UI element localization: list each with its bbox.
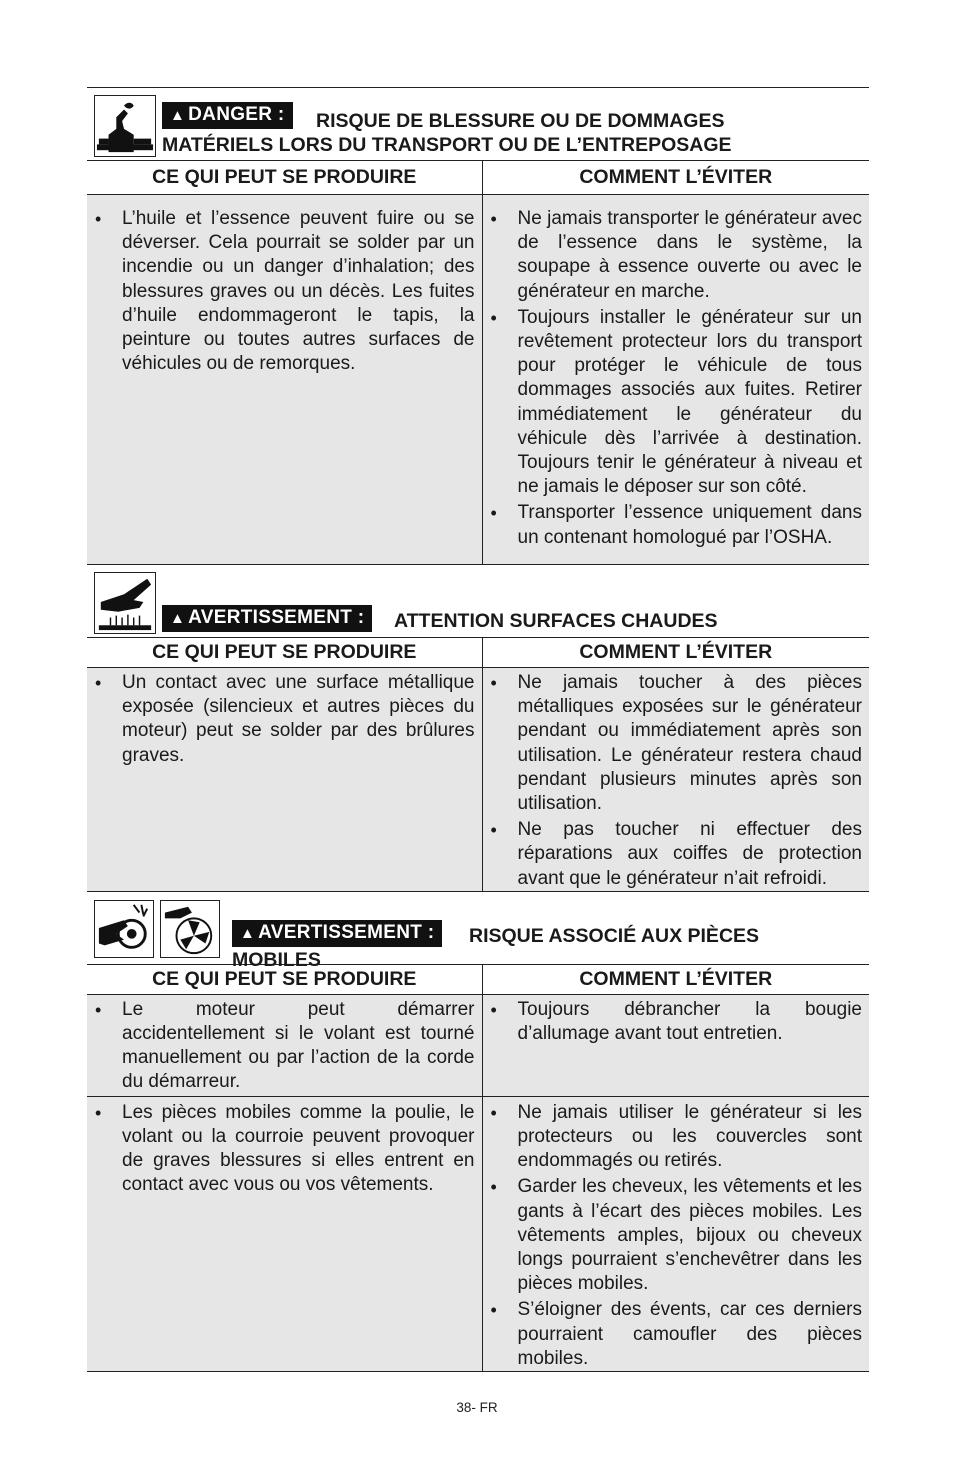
hand-crank-engine-icon (94, 95, 156, 157)
warning-hot-surfaces-section (87, 565, 869, 892)
hot-surface-hand-icon (94, 572, 156, 634)
hazard-cell (87, 994, 482, 1096)
table-row (87, 668, 869, 892)
prevention-cell (482, 195, 869, 565)
warning-moving-parts-section (87, 892, 869, 1372)
prevention-cell (482, 1096, 869, 1371)
hazard-table (87, 637, 869, 892)
table-row (87, 1096, 869, 1371)
section-title-line2: MOBILES (232, 948, 321, 971)
list-item: • Transporter l’essence uniquement dans un contenant homologué par l’OSHA. (483, 501, 870, 549)
fan-blade-hand-icon (160, 900, 220, 958)
list-item: • Ne jamais toucher à des pièces métalliques exposées sur le générateur pendant ou immédiatement après son utilisation. Le générateur restera chaud pendant plusieurs minutes après son utilisation. (483, 671, 870, 816)
list-item: • Le moteur peut démarrer accidentellement si le volant est tourné manuellement ou par l’action de la corde du démarreur. (87, 998, 482, 1095)
column-header-how-to-avoid: COMMENT L’ÉVITER (482, 638, 869, 668)
section-title-line1: ATTENTION SURFACES CHAUDES (394, 610, 718, 632)
section-header (87, 88, 869, 160)
column-header-what-can-happen: CE QUI PEUT SE PRODUIRE (87, 964, 482, 994)
danger-transport-section (87, 87, 869, 565)
column-header-what-can-happen: CE QUI PEUT SE PRODUIRE (87, 638, 482, 668)
prevention-cell (482, 668, 869, 892)
warning-triangle-icon: ▲ (170, 107, 186, 124)
prevention-cell (482, 994, 869, 1096)
list-item: • Ne jamais utiliser le générateur si les protecteurs ou les couvercles sont endommagés ou retirés. (483, 1101, 870, 1174)
list-item: • S’éloigner des évents, car ces derniers pourraient camoufler des pièces mobiles. (483, 1298, 870, 1371)
list-item: • Toujours installer le générateur sur un revêtement protecteur lors du transport pour protéger le véhicule de tous dommages associés aux fuites. Retirer immédiatement le générateur du véhicule dès l’arrivée à destination. Toujours tenir le générateur à niveau et ne jamais le déposer sur son côté. (483, 306, 870, 500)
section-title-line1: RISQUE DE BLESSURE OU DE DOMMAGES (316, 110, 725, 132)
column-header-how-to-avoid: COMMENT L’ÉVITER (482, 964, 869, 994)
warning-badge: ▲ AVERTISSEMENT : (232, 920, 442, 947)
hazard-cell (87, 1096, 482, 1371)
list-item: • L’huile et l’essence peuvent fuire ou se déverser. Cela pourrait se solder par un incendie ou un danger d’inhalation; des blessures graves ou un décès. Les fuites d’huile endommageront le tapis, la peinture ou toutes autres surfaces de véhicules ou de remorques. (87, 207, 482, 376)
list-item: • Ne pas toucher ni effectuer des réparations aux coiffes de protection avant que le générateur n’ait refroidi. (483, 818, 870, 891)
list-item: • Toujours débrancher la bougie d’allumage avant tout entretien. (483, 998, 870, 1046)
hazard-table (87, 964, 869, 1372)
hazard-cell (87, 668, 482, 892)
table-row (87, 994, 869, 1096)
section-header (87, 565, 869, 637)
list-item: • Garder les cheveux, les vêtements et les gants à l’écart des pièces mobiles. Les vêtements amples, bijoux ou cheveux longs pourraient s’enchevêtrer dans les pièces mobiles. (483, 1175, 870, 1296)
table-row (87, 195, 869, 565)
list-item: • Un contact avec une surface métallique exposée (silencieux et autres pièces du moteur) peut se solder par des brûlures graves. (87, 671, 482, 768)
column-header-how-to-avoid: COMMENT L’ÉVITER (482, 161, 869, 195)
section-title-line2: MATÉRIELS LORS DU TRANSPORT OU DE L’ENTREPOSAGE (162, 134, 732, 156)
list-item: • Ne jamais transporter le générateur avec de l’essence dans le système, la soupape à essence ouverte ou avec le générateur en marche. (483, 207, 870, 304)
hazard-table (87, 160, 869, 565)
section-header (87, 892, 869, 971)
hazard-cell (87, 195, 482, 565)
page-number: 38- FR (456, 1400, 498, 1415)
belt-entanglement-hand-icon (94, 900, 154, 958)
warning-badge: ▲ AVERTISSEMENT : (162, 605, 372, 632)
list-item: • Les pièces mobiles comme la poulie, le volant ou la courroie peuvent provoquer de graves blessures si elles entrent en contact avec vous ou vos vêtements. (87, 1101, 482, 1198)
column-header-what-can-happen: CE QUI PEUT SE PRODUIRE (87, 161, 482, 195)
safety-page (87, 87, 869, 1372)
section-title-line1: RISQUE ASSOCIÉ AUX PIÈCES (469, 924, 760, 947)
danger-badge: ▲ DANGER : (162, 102, 293, 129)
warning-triangle-icon: ▲ (240, 924, 256, 942)
warning-triangle-icon: ▲ (170, 610, 186, 627)
